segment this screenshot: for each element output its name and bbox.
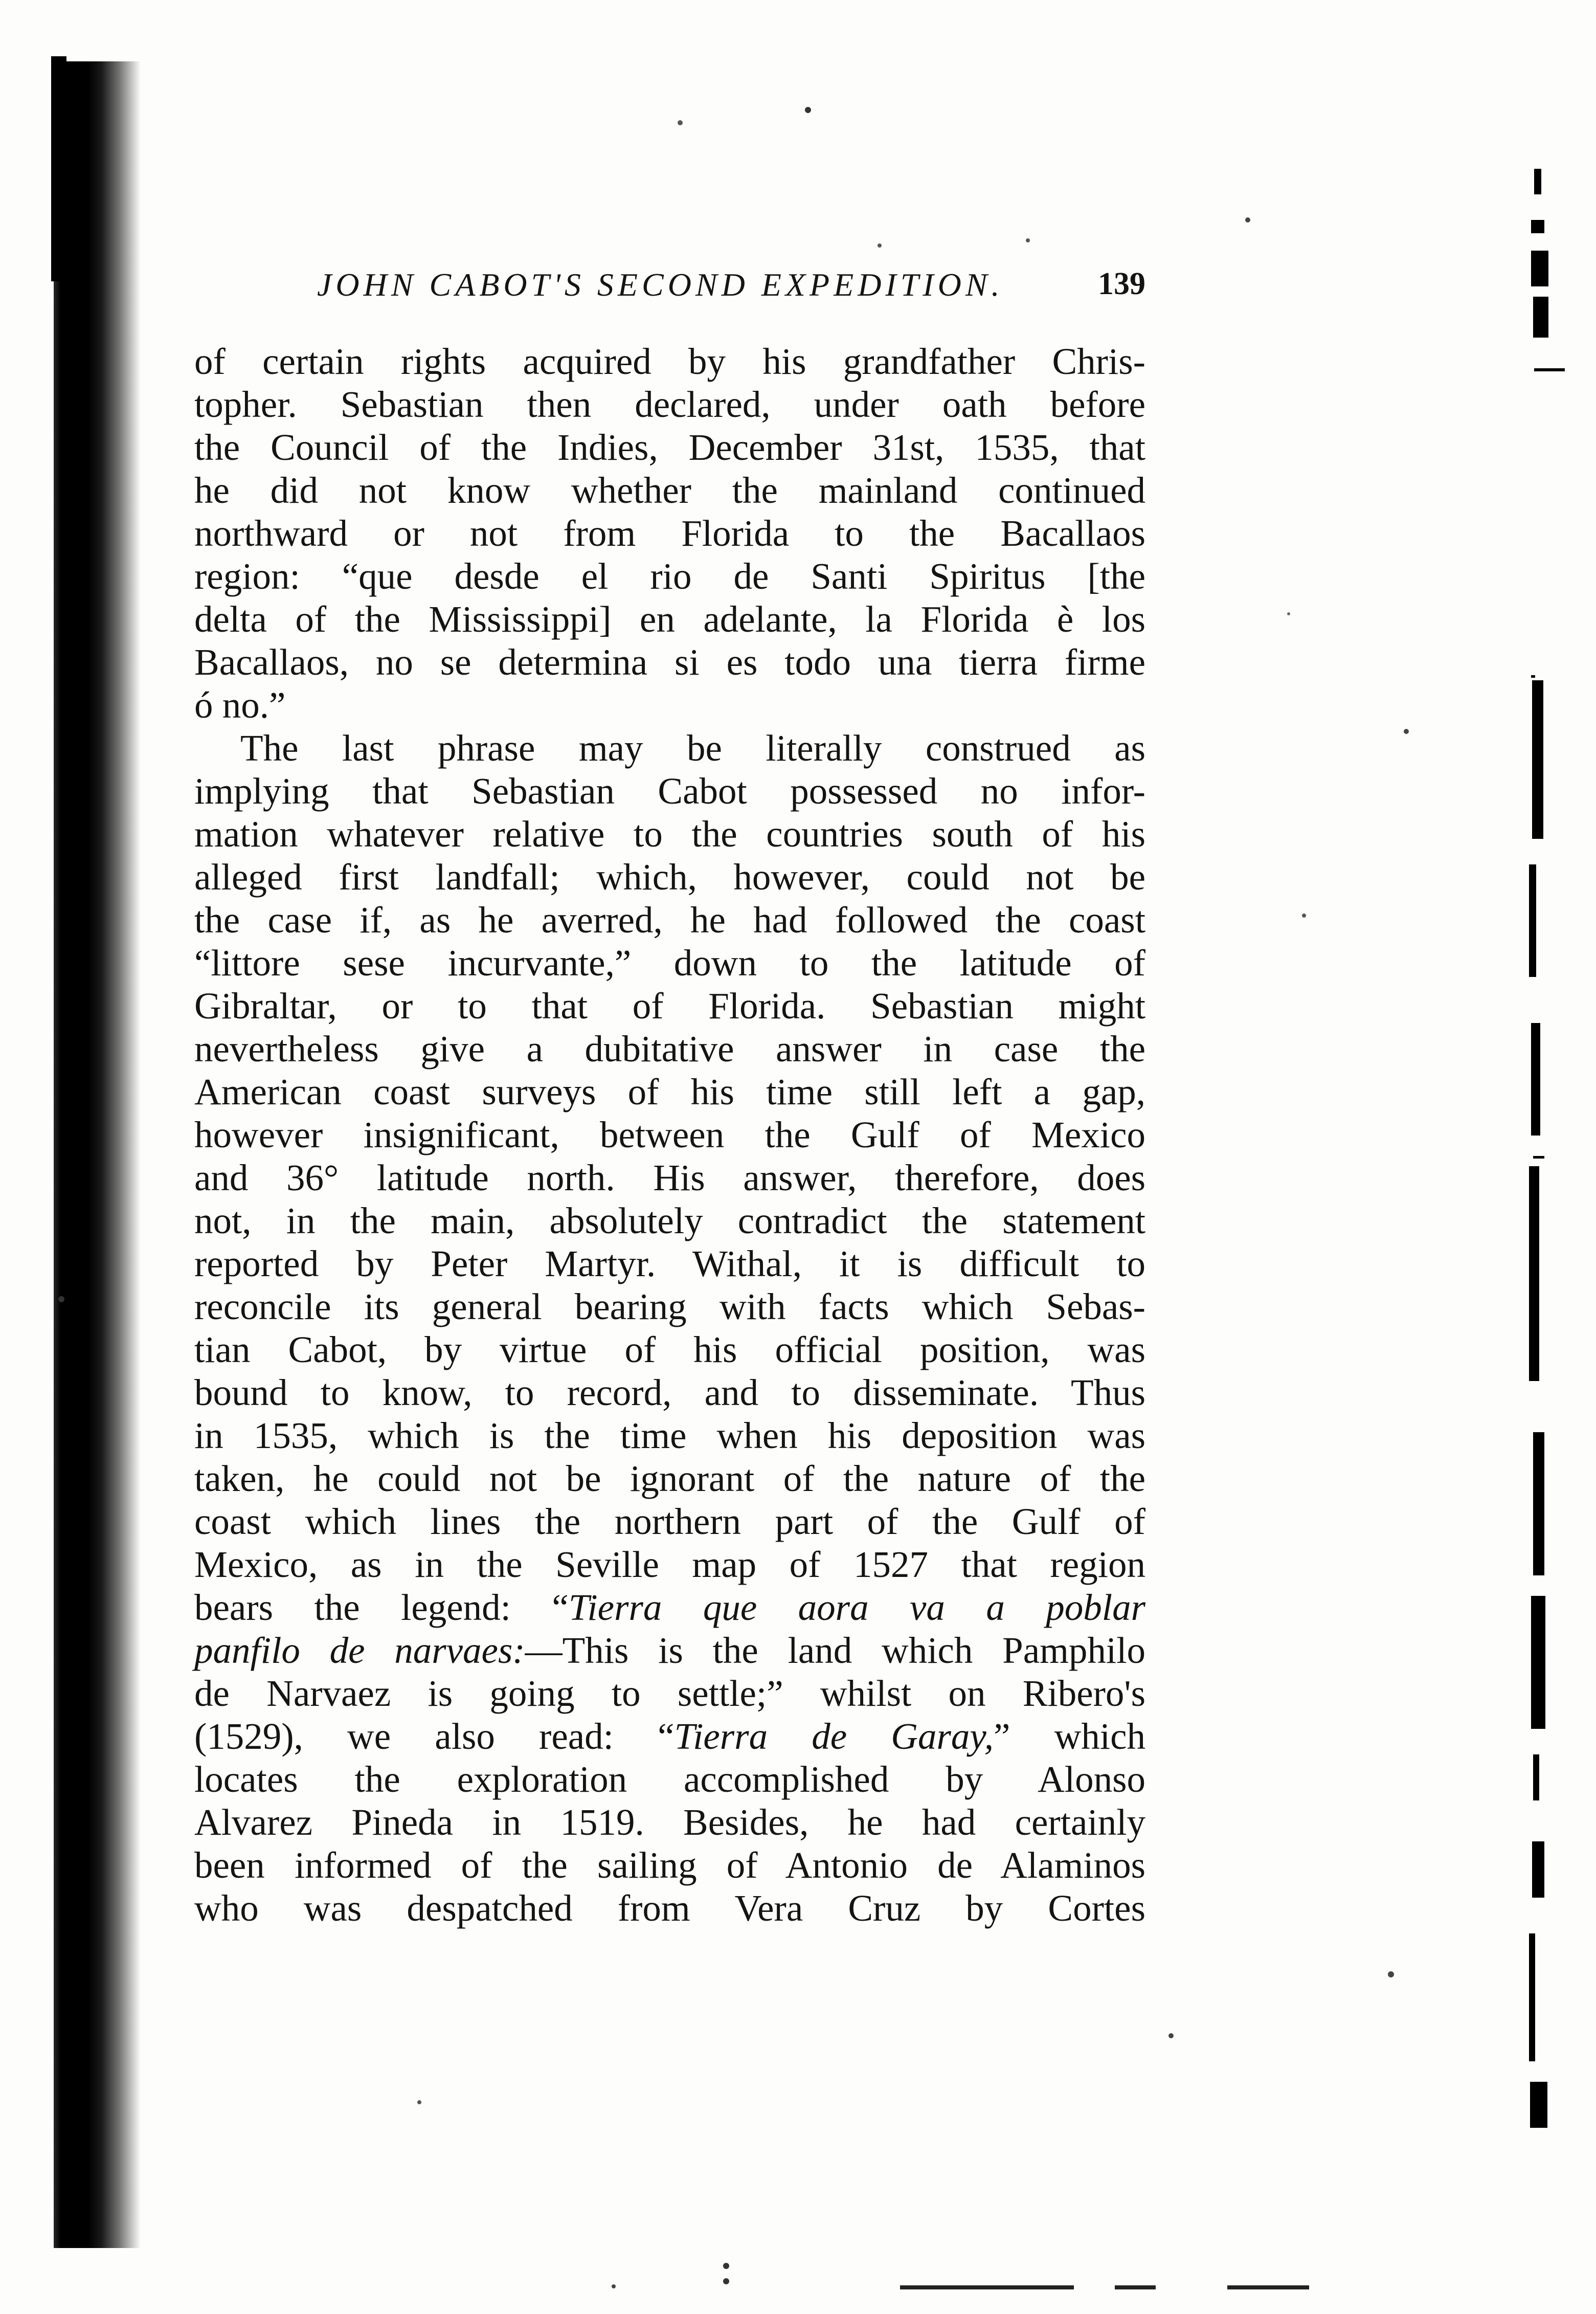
text-line: Bacallaos, no se determina si es todo una tierra firme bbox=[194, 641, 1145, 683]
text-line bbox=[194, 1629, 1145, 1672]
text-line: mation whatever relative to the countries south of his bbox=[194, 813, 1145, 855]
text-line bbox=[194, 1715, 1145, 1758]
body-text bbox=[194, 340, 1145, 1930]
text-line: ó no.” bbox=[194, 684, 286, 726]
text-segment: —This is the land which Pamphilo bbox=[525, 1630, 1145, 1671]
text-line: of certain rights acquired by his grandfather Chris- bbox=[194, 341, 1145, 382]
text-line: however insignificant, between the Gulf of Mexico bbox=[194, 1114, 1145, 1155]
text-line: Alvarez Pineda in 1519. Besides, he had certainly bbox=[194, 1801, 1145, 1843]
text-line: not, in the main, absolutely contradict the statement bbox=[194, 1200, 1145, 1241]
text-line: coast which lines the northern part of the Gulf of bbox=[194, 1501, 1145, 1542]
right-margin-artifacts bbox=[1524, 153, 1585, 2276]
text-line: northward or not from Florida to the Bacallaos bbox=[194, 513, 1145, 554]
text-line: region: “que desde el rio de Santi Spiritus [the bbox=[194, 555, 1145, 597]
text-line: The last phrase may be literally construed as bbox=[240, 727, 1145, 769]
text-line: topher. Sebastian then declared, under oath before bbox=[194, 384, 1145, 425]
text-line bbox=[194, 1586, 1145, 1629]
text-segment: (1529), we also read: “ bbox=[194, 1716, 675, 1757]
text-segment: bears the legend: “ bbox=[194, 1587, 569, 1628]
text-line: in 1535, which is the time when his deposition was bbox=[194, 1415, 1145, 1456]
text-line: he did not know whether the mainland continued bbox=[194, 470, 1145, 511]
text-line: reconcile its general bearing with facts which Sebas- bbox=[194, 1286, 1145, 1327]
text-line: locates the exploration accomplished by Alonso bbox=[194, 1759, 1145, 1800]
italic-quote: Tierra que aora va a poblar bbox=[568, 1587, 1146, 1628]
running-head: JOHN CABOT'S SECOND EXPEDITION. bbox=[317, 266, 1004, 303]
text-line: nevertheless give a dubitative answer in case the bbox=[194, 1028, 1145, 1070]
text-line: bound to know, to record, and to disseminate. Thus bbox=[194, 1372, 1145, 1413]
text-line: tian Cabot, by virtue of his official position, was bbox=[194, 1329, 1145, 1370]
text-line: been informed of the sailing of Antonio de Alaminos bbox=[194, 1844, 1145, 1886]
text-line: implying that Sebastian Cabot possessed no infor- bbox=[194, 770, 1145, 812]
text-line: Gibraltar, or to that of Florida. Sebastian might bbox=[194, 985, 1145, 1027]
text-segment: ” which bbox=[994, 1716, 1145, 1757]
page-header bbox=[317, 266, 1145, 312]
text-line: reported by Peter Martyr. Withal, it is difficult to bbox=[194, 1243, 1145, 1284]
page-number: 139 bbox=[1098, 266, 1145, 301]
text-line: who was despatched from Vera Cruz by Cortes bbox=[194, 1887, 1145, 1929]
binding-edge-mark bbox=[51, 56, 66, 281]
text-line: taken, he could not be ignorant of the nature of the bbox=[194, 1458, 1145, 1499]
text-line: Mexico, as in the Seville map of 1527 that region bbox=[194, 1544, 1145, 1585]
text-line: delta of the Mississippi] en adelante, la Florida è los bbox=[194, 598, 1145, 640]
binding-shadow bbox=[54, 61, 141, 2248]
text-line: de Narvaez is going to settle;” whilst on Ribero's bbox=[194, 1673, 1145, 1714]
text-line: “littore sese incurvante,” down to the latitude of bbox=[194, 942, 1145, 984]
text-line: alleged first landfall; which, however, could not be bbox=[194, 856, 1145, 898]
text-line: the Council of the Indies, December 31st, 1535, that bbox=[194, 427, 1145, 468]
text-line: American coast surveys of his time still left a gap, bbox=[194, 1071, 1145, 1112]
text-line: the case if, as he averred, he had followed the coast bbox=[194, 899, 1145, 941]
text-line: and 36° latitude north. His answer, therefore, does bbox=[194, 1157, 1145, 1198]
italic-quote: panfilo de narvaes: bbox=[194, 1630, 525, 1671]
italic-quote: Tierra de Garay, bbox=[674, 1716, 994, 1757]
